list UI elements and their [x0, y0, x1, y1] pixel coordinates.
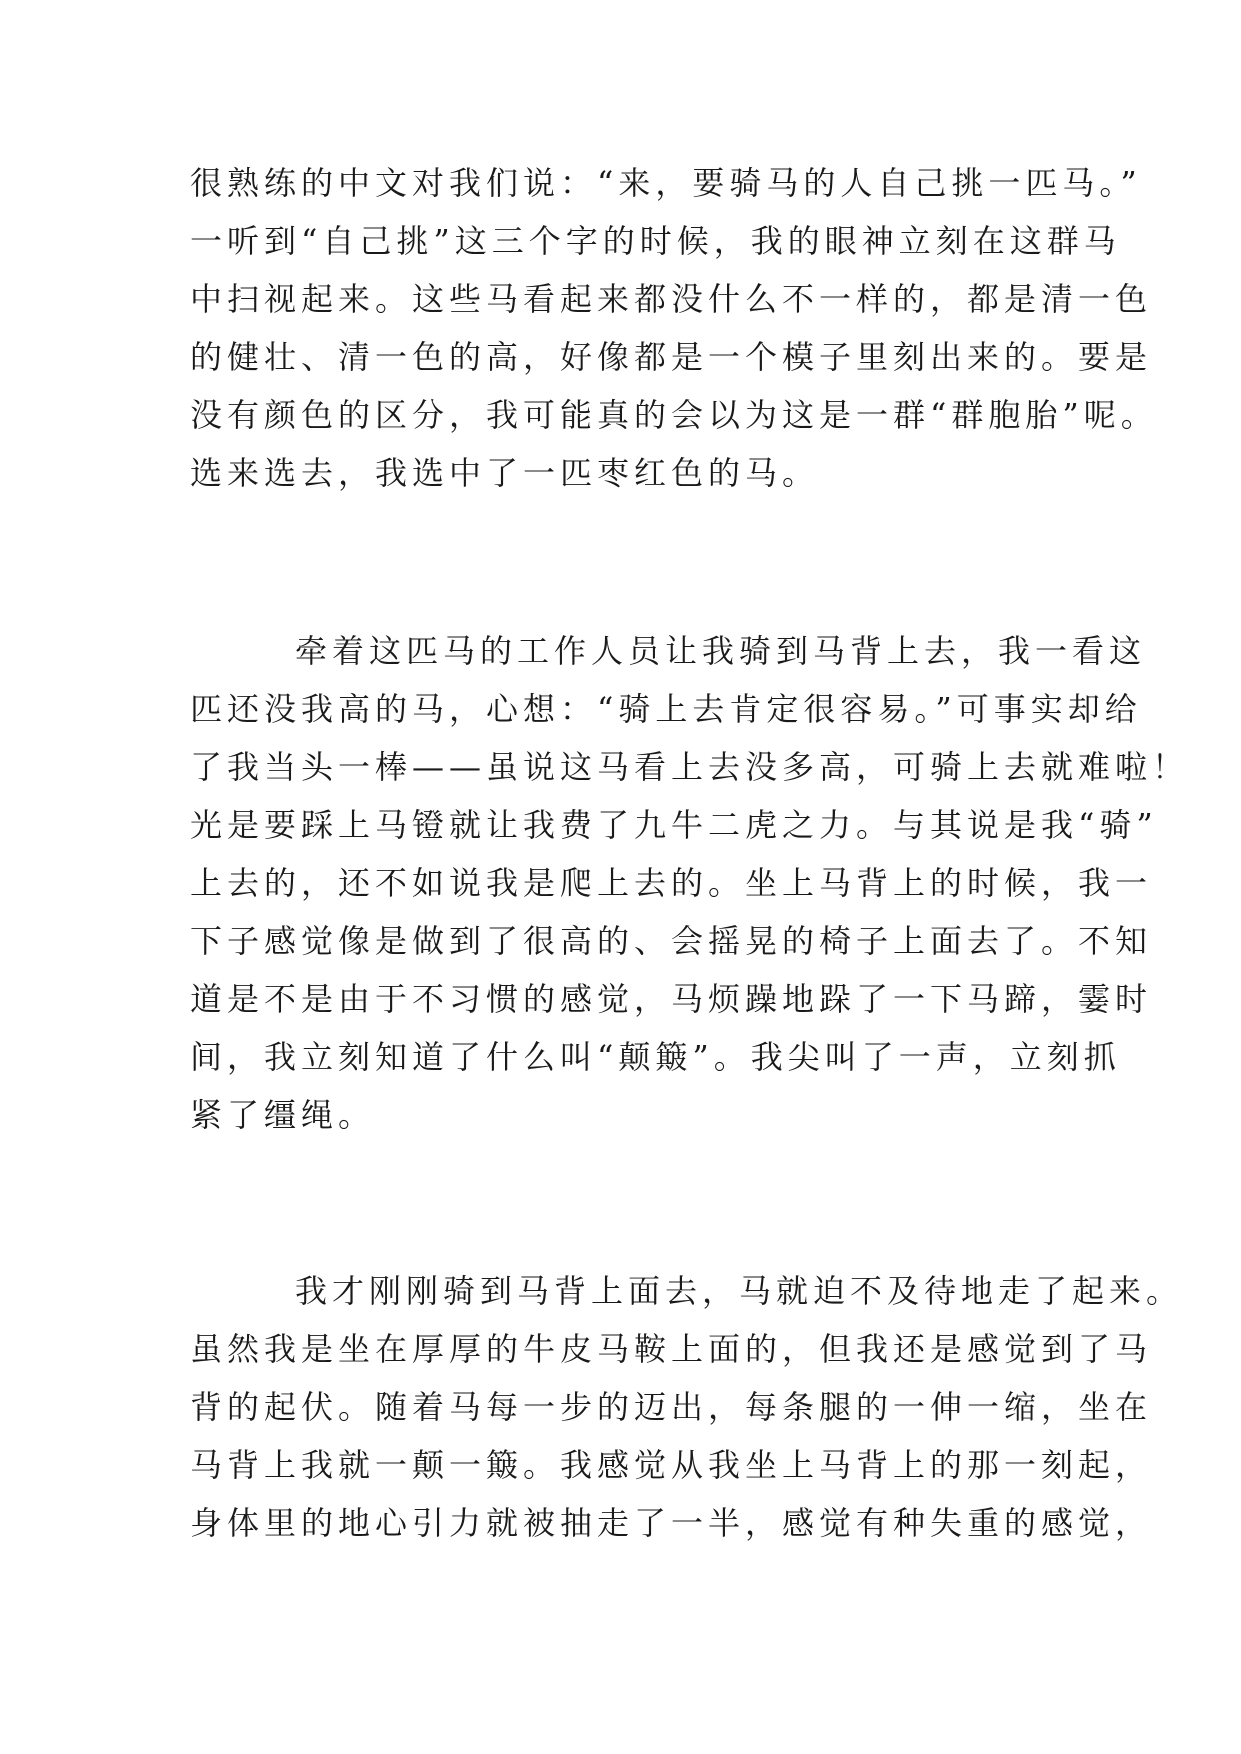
text-line: 身体里的地心引力就被抽走了一半，感觉有种失重的感觉，	[190, 1504, 1153, 1542]
paragraph-3	[190, 1262, 1184, 1552]
text-line: 选来选去，我选中了一匹枣红色的马。	[190, 454, 820, 492]
text-line: 了我当头一棒——虽说这马看上去没多高，可骑上去就难啦！	[190, 748, 1190, 786]
text-line: 牵着这匹马的工作人员让我骑到马背上去，我一看这	[295, 632, 1147, 670]
text-line: 一听到“自己挑”这三个字的时候，我的眼神立刻在这群马	[190, 222, 1121, 260]
text-line: 中扫视起来。这些马看起来都没什么不一样的，都是清一色	[190, 280, 1153, 318]
text-line: 光是要踩上马镫就让我费了九牛二虎之力。与其说是我“骑”	[190, 806, 1158, 844]
text-line: 虽然我是坐在厚厚的牛皮马鞍上面的，但我还是感觉到了马	[190, 1330, 1153, 1368]
paragraph-1	[190, 154, 1158, 502]
text-line: 间，我立刻知道了什么叫“颠簸”。我尖叫了一声，立刻抓	[190, 1038, 1121, 1076]
text-line: 紧了缰绳。	[190, 1096, 376, 1134]
text-line: 下子感觉像是做到了很高的、会摇晃的椅子上面去了。不知	[190, 922, 1153, 960]
text-line: 的健壮、清一色的高，好像都是一个模子里刻出来的。要是	[190, 338, 1153, 376]
text-line: 没有颜色的区分，我可能真的会以为这是一群“群胞胎”呢。	[190, 396, 1158, 434]
text-line: 上去的，还不如说我是爬上去的。坐上马背上的时候，我一	[190, 864, 1153, 902]
text-line: 匹还没我高的马，心想：“骑上去肯定很容易。”可事实却给	[190, 690, 1142, 728]
paragraph-2	[190, 622, 1190, 1144]
text-line: 背的起伏。随着马每一步的迈出，每条腿的一伸一缩，坐在	[190, 1388, 1153, 1426]
text-line: 道是不是由于不习惯的感觉，马烦躁地跺了一下马蹄，霎时	[190, 980, 1153, 1018]
text-line: 很熟练的中文对我们说：“来，要骑马的人自己挑一匹马。”	[190, 164, 1142, 202]
text-line: 马背上我就一颠一簸。我感觉从我坐上马背上的那一刻起，	[190, 1446, 1153, 1484]
text-line: 我才刚刚骑到马背上面去，马就迫不及待地走了起来。	[295, 1272, 1184, 1310]
